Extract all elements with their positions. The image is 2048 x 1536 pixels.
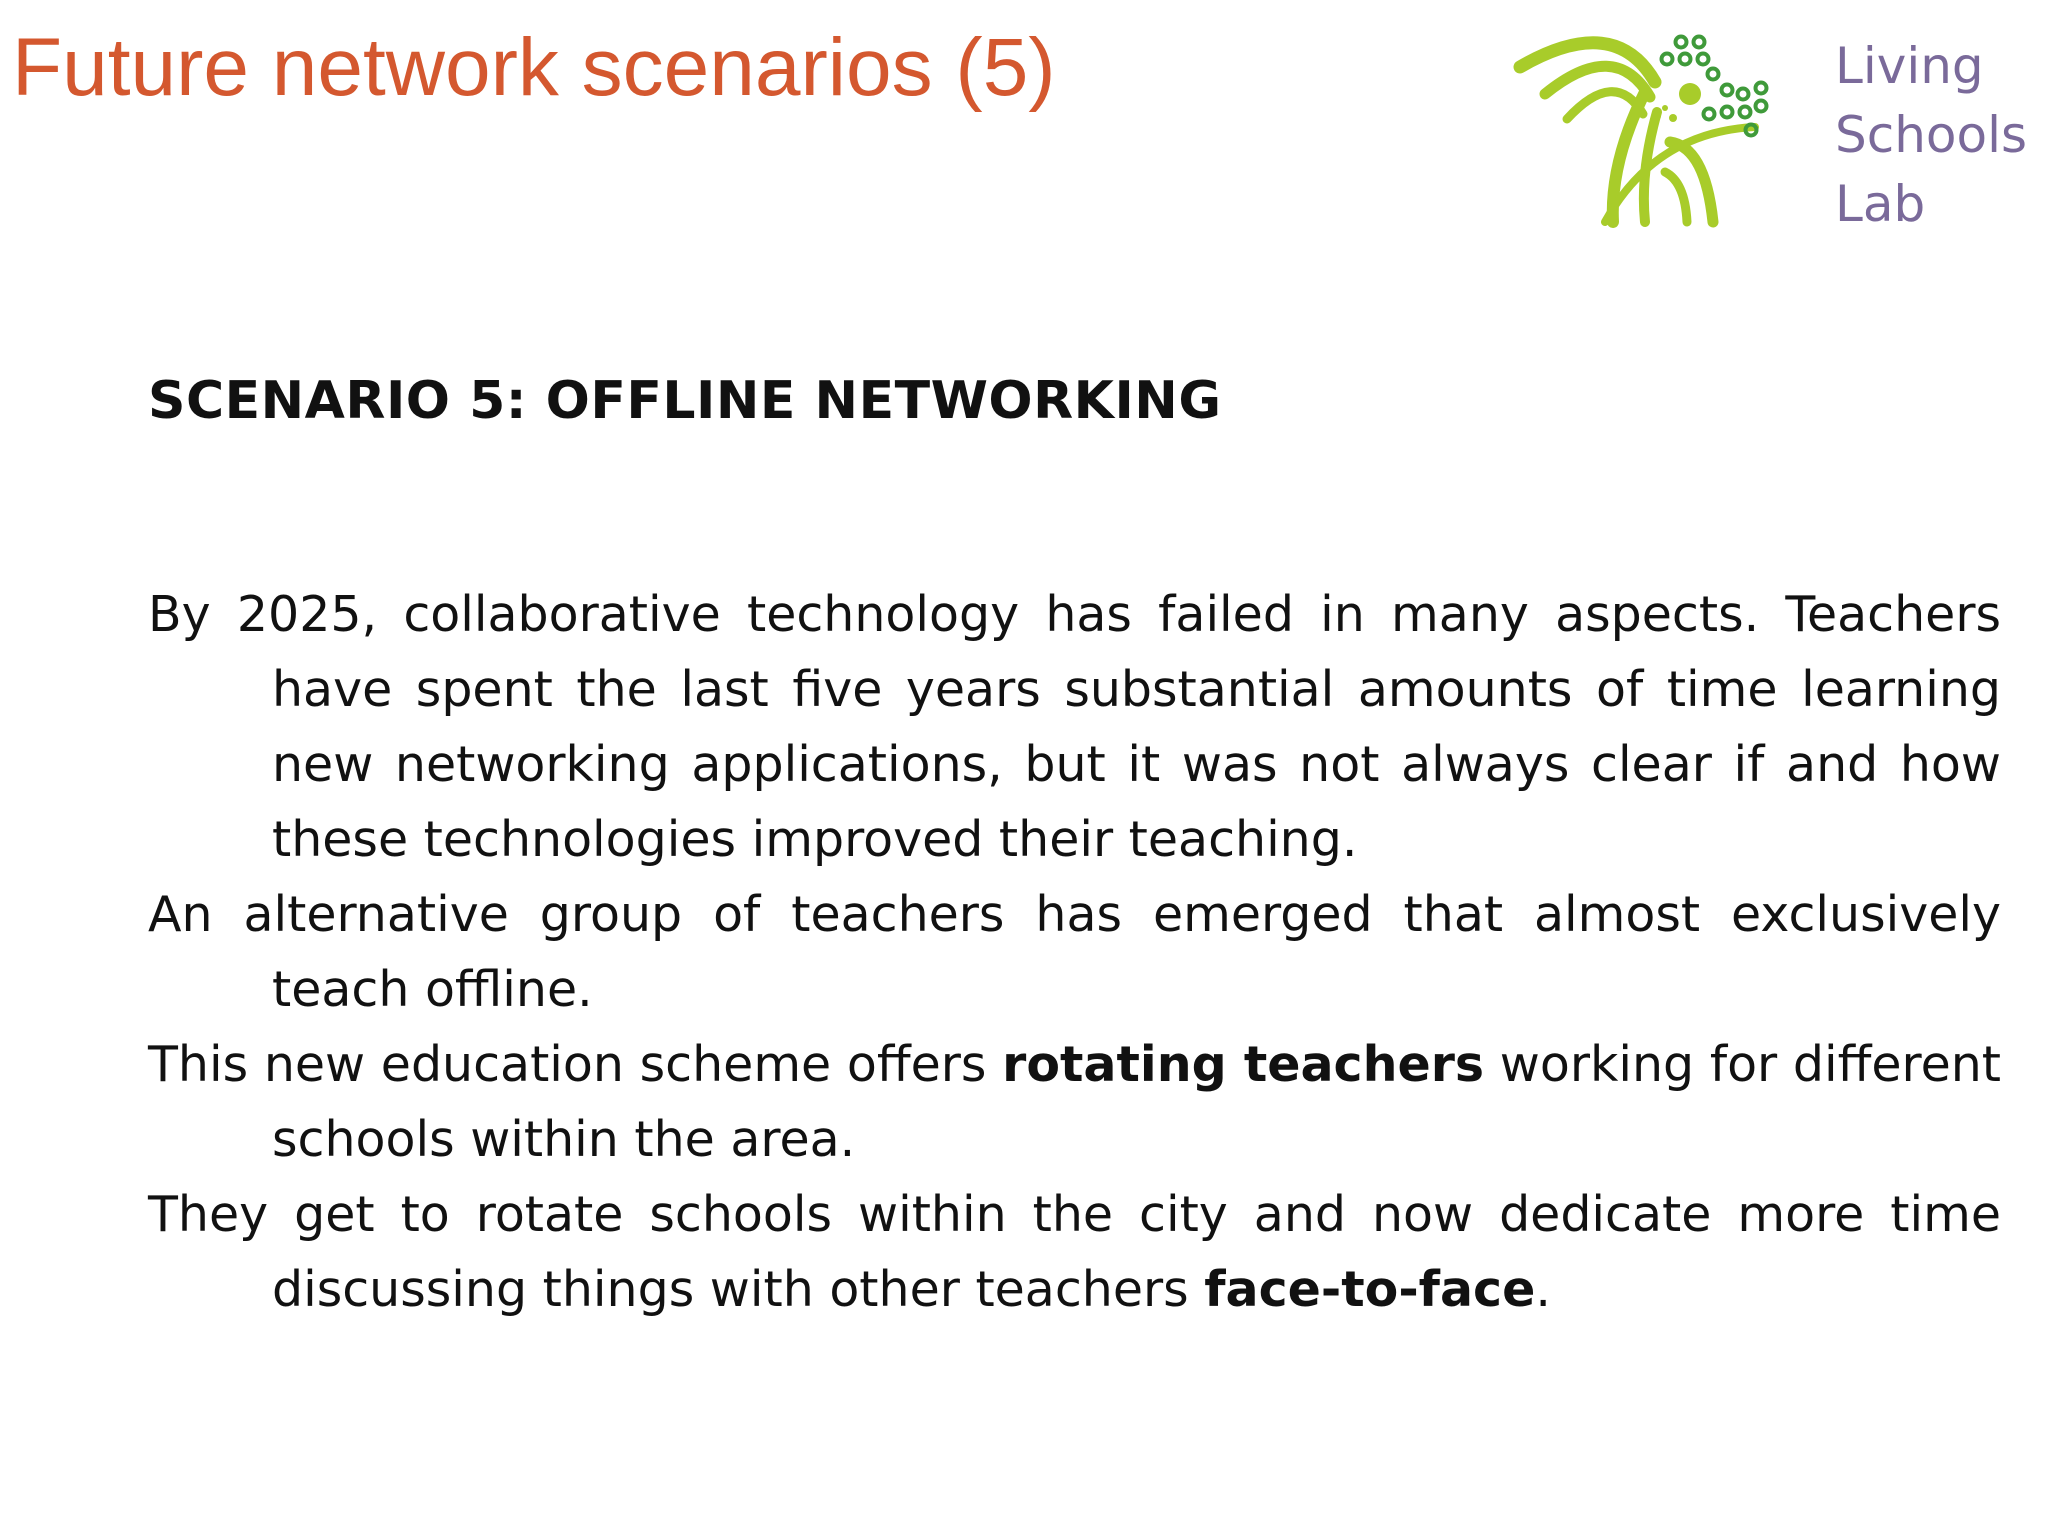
paragraph-3-text-end: working for different schools within the area. <box>272 1036 2001 1168</box>
scenario-paragraph-1: By 2025, collaborative technology has failed in many aspects. Teachers have spent the last five years substantial amounts of time learning new networking applications, but it was not always clear if and how these technologies improved their teaching. <box>148 586 2001 868</box>
logo-text-schools: Schools <box>1835 106 2028 164</box>
logo-text-lab: Lab <box>1835 175 1926 233</box>
logo-arcs <box>1520 43 1755 222</box>
paragraph-4-text-start: They get to rotate schools within the city and now dedicate more time discussing things with other teachers <box>148 1186 2001 1318</box>
emphasis-rotating-teachers: rotating teachers <box>1002 1036 1485 1093</box>
living-schools-lab-logo <box>1505 22 2028 237</box>
scenario-heading: SCENARIO 5: OFFLINE NETWORKING <box>148 371 1222 431</box>
logo-text-living: Living <box>1835 37 1984 95</box>
paragraph-4-text-end: . <box>1535 1261 1551 1318</box>
scenario-paragraph-4 <box>148 1177 2001 1327</box>
paragraph-3-text-start: This new education scheme offers <box>148 1036 1003 1093</box>
logo-dots <box>1662 37 1767 136</box>
scenario-paragraph-3 <box>148 1027 2001 1177</box>
scenario-paragraph-2: An alternative group of teachers has emerged that almost exclusively teach offline. <box>148 886 2001 1018</box>
slide-body <box>148 363 2001 1327</box>
emphasis-face-to-face: face-to-face <box>1204 1261 1536 1318</box>
slide-title: Future network scenarios (5) <box>12 22 1056 113</box>
logo-wordmark <box>1835 32 2027 239</box>
living-schools-lab-logo-icon <box>1505 22 1835 237</box>
scenario-paragraphs <box>148 577 2001 1327</box>
